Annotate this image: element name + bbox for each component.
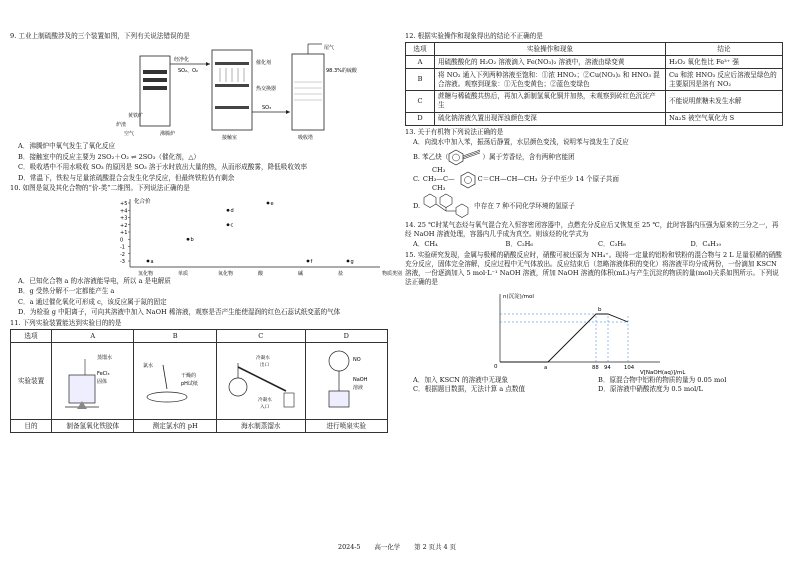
point-label: e (270, 200, 274, 207)
right-column (405, 30, 783, 394)
y-tick-label: +3 (120, 215, 128, 222)
table-row (406, 90, 783, 112)
q15-stem: 15. 实验研究发现，金属与极稀的硝酸反应时，硝酸可被还原为 NH₄⁺。现将一定量的铝粉和铁粉的混合物与 2 L 足量很稀的硝酸充分反应，固体完全溶解，反应过程中无气体放出。反应结束后（忽略溶液体积的变化）将溶液平均分成两份，一份滴加 KSCN 溶液，一份逐滴加入 5 mol·L⁻¹ NaOH 溶液，所加 NaOH 溶液的体积(mL)与产生沉淀的物质的量(mol)关系如图所示。下列说法正确的是 (405, 251, 782, 286)
q13-d-suffix: 中存在 7 种不同化学环境的氢原子 (474, 201, 575, 210)
q11-purpose-a: 制备氢氧化铁胶体 (52, 420, 134, 433)
q15-options (405, 376, 783, 394)
q13-option-d (405, 193, 783, 219)
q11-header-c: C (216, 330, 305, 343)
q14-option-b: B．C₂H₆ (505, 240, 534, 249)
q15-option-c: C．根据题目数据，无法计算 a 点数值 (413, 385, 526, 394)
x-tick-label: 104 (624, 365, 635, 372)
x-tick-label: 氧化物 (218, 270, 234, 277)
figB-label-chlorine: 氯水 (143, 362, 154, 369)
q12-row-d-operation: 硫化钠溶液久置出现浑浊颜色变深 (435, 112, 666, 125)
figC-label-inlet-1: 冷凝水 (257, 397, 272, 403)
q12-header-option: 选项 (406, 43, 435, 56)
q13-b-prefix: B. 苯乙炔（ (413, 152, 449, 161)
table-row (406, 69, 783, 91)
q9-option-b: B．接触室中的反应主要为 2SO₂＋O₂ ⇌ 2SO₃（催化剂，△） (18, 152, 200, 161)
x-tick-label: 88 (592, 365, 599, 372)
figA-label-fecl3: FeCl₃ (97, 370, 110, 377)
peak-label: b (598, 307, 602, 314)
label-air: 空气 (124, 131, 135, 138)
y-tick-label: +1 (120, 229, 128, 236)
q15-option-b: B．原混合物中铝粉的物质的量为 0.05 mol (598, 376, 727, 385)
q11-purpose-label: 目的 (11, 420, 52, 433)
label-slag: 炉渣 (116, 122, 127, 129)
q12-row-b-option: B (406, 69, 435, 91)
q11-apparatus-b (134, 343, 216, 420)
y-axis-label: n(沉淀)/mol (503, 294, 534, 301)
q11-apparatus-a (52, 343, 134, 420)
data-point (307, 259, 310, 262)
data-point (187, 238, 190, 241)
q9-option-a: A．沸腾炉中氧气发生了氧化反应 (18, 142, 116, 151)
x-tick-label: 酸 (258, 270, 264, 277)
q11-header-option: 选项 (11, 330, 52, 343)
tower3-body (292, 54, 324, 130)
q10-option-c: C．a 通过催化氧化可形成 c，该反应属于氮的固定 (18, 297, 167, 306)
q13-option-a: A．向溴水中加入苯，振荡后静置，水层颜色变浅，说明苯与溴发生了反应 (413, 138, 629, 147)
y-tick-label: -2 (120, 251, 125, 258)
q12-stem: 12. 根据实验操作和现象得出的结论不正确的是 (405, 32, 543, 40)
point-label: b (190, 236, 194, 243)
page-footer (0, 543, 794, 552)
q13-c-structure: CH₃ CH₃—C— CH₃ (422, 166, 455, 193)
data-point (267, 201, 270, 204)
label-purify: 经净化 (174, 57, 190, 64)
q9-figure (10, 42, 388, 142)
triphenylmethane-structure (420, 193, 474, 219)
x-tick-label: 碱 (298, 270, 304, 277)
q13-c-ch3-bottom: CH₃ (432, 184, 446, 193)
x-tick-label: 氢化物 (138, 270, 154, 277)
q14-stem: 14. 25 ℃时某气态烃与氧气混合充入恒容密闭容器中，点燃充分反应后又恢复至 25 ℃，此时容器内压强为原来的三分之一，再经 NaOH 溶液处理，容器内几乎成为真空。则该烃的化学式为 (405, 221, 779, 238)
point-label: a (150, 258, 154, 265)
left-column (10, 30, 403, 433)
label-ore: 黄铁矿 (128, 113, 144, 120)
figC-label-inlet-2: 入口 (259, 404, 270, 410)
x-tick-label: 94 (604, 365, 611, 372)
q11-purpose-c: 海水制蒸馏水 (216, 420, 305, 433)
q12-header-conclusion: 结论 (666, 43, 783, 56)
y-axis-label: 化合价 (134, 198, 151, 205)
figB-label-dry: 干燥的 (181, 372, 197, 379)
q14-option-a: A．CH₄ (413, 240, 438, 249)
label-catalyst: 催化剂 (256, 60, 272, 67)
y-tick-label: -3 (120, 258, 125, 265)
x-tick-label: 单质 (178, 270, 189, 277)
data-point (147, 259, 150, 262)
q11-header-a: A (52, 330, 134, 343)
q13-c-chain: C＝CH—CH—CH₃ (477, 175, 538, 184)
figC-label-outlet-1: 冷凝水 (255, 355, 270, 361)
point-label: g (350, 258, 354, 265)
q9-option-c: C．吸收塔中不用水吸收 SO₃ 的原因是 SO₃ 溶于水时放出大量的热，从而形成酸雾，降低吸收效率 (18, 163, 308, 172)
q13-c-benzene (458, 171, 478, 189)
label-heat-exchanger: 热交换器 (256, 86, 277, 93)
x-tick-label: 盐 (338, 270, 344, 277)
q13-c-carbon: C (442, 175, 448, 184)
q12-row-a-conclusion: H₂O₂ 氧化性比 Fe³⁺ 强 (666, 56, 783, 69)
q12-row-c-conclusion: 不能说明蔗糖未发生水解 (666, 90, 783, 112)
table-row (406, 56, 783, 69)
figD-label-solution: 溶液 (352, 384, 363, 391)
q10-valence-chart (10, 195, 403, 277)
origin-label: 0 (494, 364, 498, 371)
point-label: c (230, 222, 234, 229)
q13-c-prefix: C. (413, 175, 420, 184)
q14-option-d: D．C₄H₁₀ (690, 240, 722, 249)
q10-option-b: B．g 受热分解不一定都能产生 a (18, 287, 115, 296)
q12-table (405, 42, 783, 125)
tower3-name: 吸收塔 (298, 135, 314, 142)
point-label: f (310, 258, 313, 265)
y-tick-label: +2 (120, 222, 128, 229)
q13-option-b (405, 148, 783, 166)
q12-row-c-option: C (406, 90, 435, 112)
footer-date: 2024-5 (338, 543, 361, 551)
x-tick-label: a (544, 365, 548, 372)
q10-stem: 10. 如图是氮及其化合物的“价-类”二维图。下列说法正确的是 (10, 184, 190, 193)
q11-apparatus-d (305, 343, 387, 420)
precipitate-curve (500, 314, 628, 362)
q15-precipitate-chart (405, 288, 783, 376)
figD-label-no: NO (352, 356, 361, 363)
q13-option-c (405, 166, 783, 193)
q12-row-b-conclusion: Cu 和浓 HNO₃ 反应后溶液呈绿色的主要原因是溶有 NO₂ (666, 69, 783, 91)
figB-label-ph-paper: pH试纸 (181, 380, 199, 387)
q15-option-a: A．加入 KSCN 的溶液中无现象 (413, 376, 509, 385)
figD-label-naoh: NaOH (352, 376, 368, 383)
footer-subject: 高一化学 (374, 543, 401, 551)
q11-table (10, 329, 388, 433)
y-tick-label: -1 (120, 244, 125, 251)
q13-d-prefix: D. (413, 201, 421, 210)
q12-header-operation: 实验操作和现象 (435, 43, 666, 56)
q13-c-ch3-top: CH₃ (432, 166, 446, 175)
q14-option-c: C．C₃H₈ (598, 240, 626, 249)
q11-header-d: D (305, 330, 387, 343)
q13-c-ch3-left: CH₃— (422, 175, 443, 184)
tower2-name: 接触室 (222, 135, 238, 142)
q11-row-label: 实验装置 (11, 343, 52, 420)
q11-purpose-b: 测定氯水的 pH (134, 420, 216, 433)
tower1-coal (143, 70, 167, 90)
q10-option-a: A．已知化合物 a 的水溶液能导电，所以 a 是电解质 (18, 276, 171, 285)
label-98-acid: 98.3%的硫酸 (326, 68, 357, 75)
y-tick-label: +5 (120, 200, 128, 207)
data-point (227, 209, 230, 212)
q11-purpose-d: 进行喷泉实验 (305, 420, 387, 433)
q11-header-b: B (134, 330, 216, 343)
y-tick-label: 0 (120, 237, 124, 244)
y-tick-label: +4 (120, 208, 128, 215)
x-axis-label: V[NaOH(aq)]/mL (640, 370, 686, 377)
q14-options (405, 240, 783, 249)
q12-row-b-operation: 将 NO₂ 通入下列两种溶液至饱和：①浓 HNO₃；②Cu(NO₃)₂ 和 HNO₃ 混合溶液。观察到现象：①无色变黄色；②蓝色变绿色 (435, 69, 666, 91)
label-tail-gas: 尾气 (324, 45, 335, 52)
data-point (227, 223, 230, 226)
q13-c-suffix: 分子中至少 14 个原子共面 (540, 175, 619, 184)
q11-apparatus-c (216, 343, 305, 420)
point-label: d (230, 207, 234, 214)
data-point (347, 259, 350, 262)
phenylacetylene-structure (448, 148, 482, 166)
tower1-body (140, 56, 170, 126)
q9-option-d: D．常温下，铁粒与足量浓硫酸混合会发生化学反应，但最终铁粒仍有剩余 (18, 173, 235, 182)
q12-row-a-operation: 用硫酸酸化的 H₂O₂ 溶液滴入 Fe(NO₃)₂ 溶液中，溶液由绿变黄 (435, 56, 666, 69)
q13-stem: 13. 关于有机物下列说法正确的是 (405, 127, 504, 136)
q15-option-d: D．原溶液中硝酸浓度为 0.5 mol/L (598, 385, 703, 394)
q12-row-a-option: A (406, 56, 435, 69)
q12-row-d-conclusion: Na₂S 被空气氧化为 S (666, 112, 783, 125)
q12-row-d-option: D (406, 112, 435, 125)
figA-label-solid: 固体 (97, 378, 108, 385)
q12-row-c-operation: 蔗糖与稀硫酸共热后，再加入新制氢氧化铜并加热，未观察到砖红色沉淀产生 (435, 90, 666, 112)
label-so2-o2: SO₂、O₂ (178, 68, 199, 75)
q9-stem: 9. 工业上制硫酸涉及的三个装置如图，下列有关说法错误的是 (10, 32, 190, 40)
footer-page: 第 2 页共 4 页 (414, 543, 456, 551)
q11-stem: 11. 下列实验装置能达到实验目的的是 (10, 318, 122, 327)
q13-b-suffix: ）属于芳香烃，含有两种官能团 (482, 152, 575, 161)
figC-label-outlet-2: 出口 (259, 362, 270, 368)
tower1-name: 沸腾炉 (160, 131, 176, 138)
x-axis-label: 物质类别 (382, 270, 403, 277)
label-so3: SO₃ (262, 105, 272, 112)
q10-option-d: D．为检验 g 中阳离子，可向其溶液中加入 NaOH 稀溶液，观察是否产生能使湿润的红色石蕊试纸变蓝的气体 (18, 308, 341, 317)
table-row (406, 112, 783, 125)
figA-label-water: 蒸馏水 (97, 354, 113, 361)
